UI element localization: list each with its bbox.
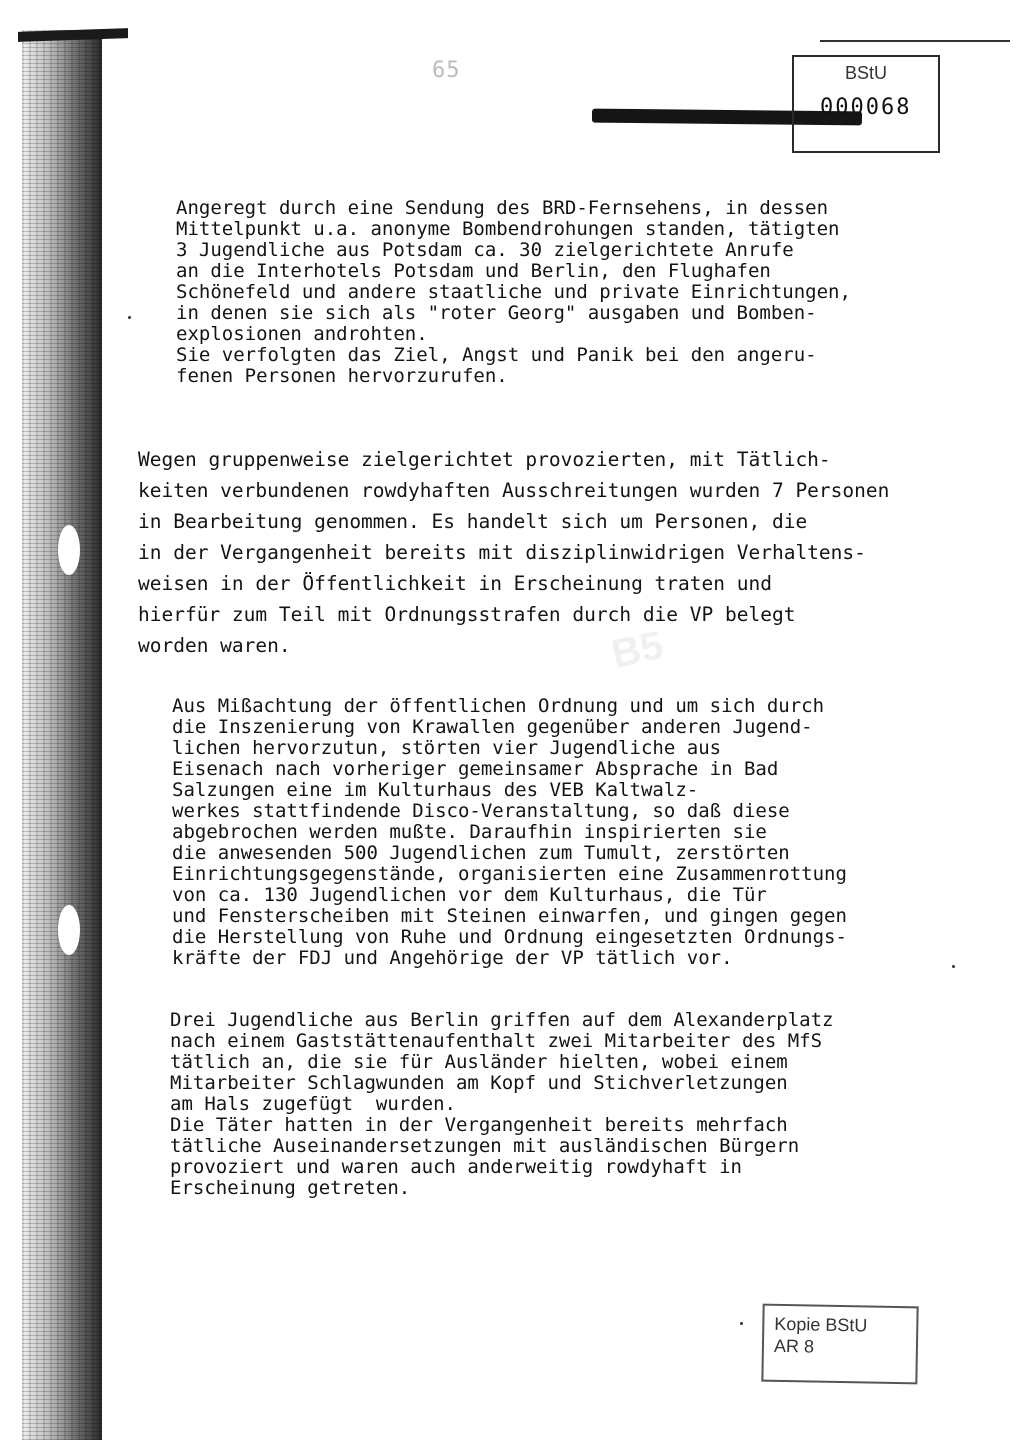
copy-stamp-line1: Kopie BStU	[774, 1313, 868, 1336]
paragraph-4: Drei Jugendliche aus Berlin griffen auf dem Alexanderplatz nach einem Gaststättenaufenthalt zwei Mitarbeiter des MfS tätlich an, die sie für Ausländer hielten, wobei einem Mitarbeiter Schlagwunden am Kopf und Stichverletzungen am Hals zugefügt wurden. Die Täter hatten in der Vergangenheit bereits mehrfach tätliche Auseinandersetzungen mit ausländischen Bürgern provoziert und waren auch anderweitig rowdyhaft in Erscheinung getreten.	[170, 1009, 834, 1199]
punch-hole-upper	[58, 525, 80, 575]
archive-stamp	[792, 55, 940, 153]
stray-mark	[128, 316, 131, 319]
binding-edge	[22, 30, 102, 1440]
paragraph-1: Angeregt durch eine Sendung des BRD-Fernsehens, in dessen Mittelpunkt u.a. anonyme Bombendrohungen standen, tätigten 3 Jugendliche aus Potsdam ca. 30 zielgerichtete Anrufe an die Interhotels Potsdam und Berlin, den Flughafen Schönefeld und andere staatliche und private Einrichtungen, in denen sie sich als "roter Georg" ausgaben und Bomben- explosionen androhten. Sie verfolgten das Ziel, Angst und Panik bei den angeru- fenen Personen hervorzurufen.	[176, 197, 851, 387]
punch-hole-lower	[58, 905, 80, 955]
stray-mark	[952, 965, 955, 968]
paragraph-2: Wegen gruppenweise zielgerichtet provozierten, mit Tätlich- keiten verbundenen rowdyhaften Ausschreitungen wurden 7 Personen in Bearbeitung genommen. Es handelt sich um Personen, die in der Vergangenheit bereits mit disziplinwidrigen Verhaltens- weisen in der Öffentlichkeit in Erscheinung traten und hierfür zum Teil mit Ordnungsstrafen durch die VP belegt worden waren.	[138, 448, 890, 657]
archive-stamp-number: 000068	[820, 95, 912, 120]
show-through-mark: B5	[607, 623, 668, 677]
stray-mark	[740, 1322, 743, 1325]
paragraph-3: Aus Mißachtung der öffentlichen Ordnung und um sich durch die Inszenierung von Krawallen gegenüber anderen Jugend- lichen hervorzutun, störten vier Jugendliche aus Eisenach nach vorheriger gemeinsamer Absprache in Bad Salzungen eine im Kulturhaus des VEB Kaltwalz- werkes stattfindende Disco-Veranstaltung, so daß diese abgebrochen werden mußte. Daraufhin inspirierten sie die anwesenden 500 Jugendlichen zum Tumult, zerstörten Einrichtungsgegenstände, organisierten eine Zusammenrottung von ca. 130 Jugendlichen vor dem Kulturhaus, die Tür und Fensterscheiben mit Steinen einwarfen, und gingen gegen die Herstellung von Ruhe und Ordnung eingesetzten Ordnungs- kräfte der FDJ und Angehörige der VP tätlich vor.	[172, 695, 847, 969]
page-number: 65	[432, 58, 461, 83]
top-rule	[820, 40, 1010, 42]
copy-stamp	[761, 1304, 918, 1385]
archive-stamp-title: BStU	[844, 63, 887, 83]
copy-stamp-line2: AR 8	[773, 1335, 815, 1357]
